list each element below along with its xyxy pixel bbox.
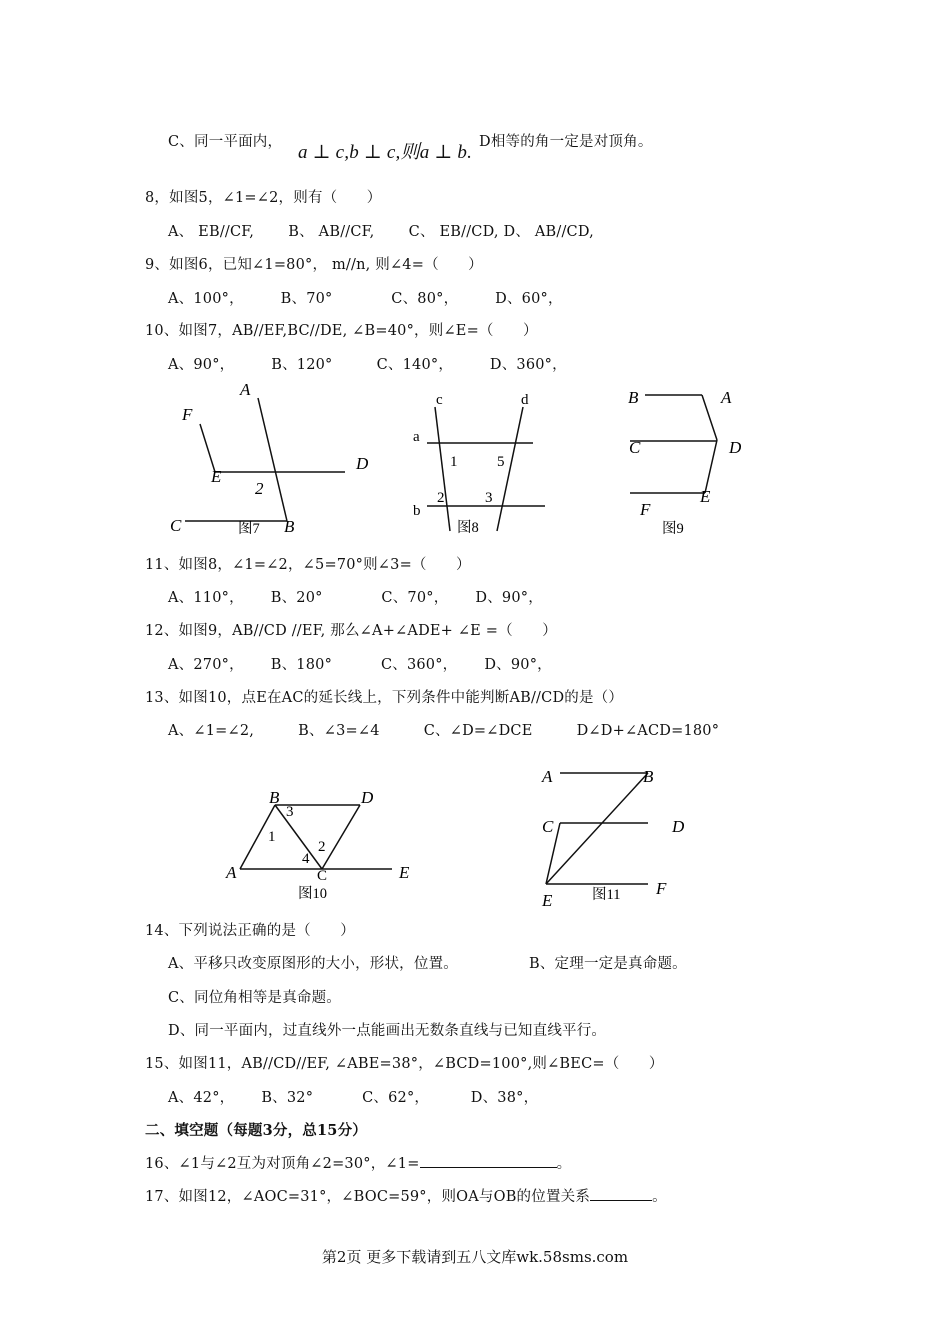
q17-text: 17、如图12，∠AOC=31°，∠BOC=59°，则OA与OB的位置关系 <box>145 1189 591 1205</box>
q14-option-c: C、同位角相等是真命题。 <box>168 990 341 1006</box>
fig10-label-a: A <box>226 863 237 882</box>
fig10-label-c: C <box>317 868 328 884</box>
q15-options: A、42°， B、32° C、62°， D、38°， <box>168 1090 539 1106</box>
q16-text: 16、∠1与∠2互为对顶角∠2=30°，∠1= <box>145 1156 420 1172</box>
q12-stem: 12、如图9，AB//CD //EF, 那么∠A+∠ADE+ ∠E =（ ） <box>145 623 557 639</box>
fig10-caption: 图10 <box>298 886 327 902</box>
q8-options: A、 EB//CF, B、 AB//CF, C、 EB//CD, D、 AB//CD, <box>168 224 594 240</box>
fig7-label-f: F <box>182 405 193 424</box>
fig9-label-e: E <box>700 487 711 506</box>
fig11-label-e: E <box>542 891 553 910</box>
fig8-label-2: 2 <box>437 490 445 506</box>
q16 <box>145 1152 571 1173</box>
fig8-label-b: b <box>413 503 421 519</box>
fig9-caption: 图9 <box>662 521 684 537</box>
fig10-line-bc <box>275 805 322 869</box>
q14-option-a: A、平移只改变原图形的大小，形状，位置。 <box>168 956 458 972</box>
fig8-line-c <box>435 407 450 531</box>
figure-9 <box>620 380 760 540</box>
q16-end: 。 <box>556 1156 572 1172</box>
fig8-caption: 图8 <box>457 520 479 536</box>
fig10-label-d: D <box>361 788 374 807</box>
fig7-label-e: E <box>211 467 222 486</box>
q7-option-c-math: a ⊥ c,b ⊥ c,则a ⊥ b. <box>298 142 473 163</box>
q9-options: A、100°， B、70° C、80°， D、60°， <box>168 291 563 307</box>
q14-option-d: D、同一平面内，过直线外一点能画出无数条直线与已知直线平行。 <box>168 1023 607 1039</box>
q8-stem: 8，如图5，∠1=∠2，则有（ ） <box>145 190 382 206</box>
figure-7 <box>160 378 390 543</box>
fig11-label-b: B <box>643 767 654 786</box>
q13-options: A、∠1=∠2, B、∠3=∠4 C、∠D=∠DCE D∠D+∠ACD=180° <box>168 723 720 739</box>
q16-answer-blank[interactable] <box>420 1153 557 1168</box>
q17 <box>145 1185 667 1206</box>
q17-end: 。 <box>652 1189 667 1205</box>
fig10-label-4: 4 <box>302 851 310 867</box>
fig7-label-c: C <box>170 516 182 535</box>
fig8-label-c: c <box>436 392 443 408</box>
fig9-label-f: F <box>640 500 651 519</box>
fig9-label-a: A <box>721 388 732 407</box>
fig7-line-ab <box>258 398 287 521</box>
fig10-label-b: B <box>269 788 280 807</box>
q10-options: A、90°， B、120° C、140°， D、360°， <box>168 357 567 373</box>
q7-option-d: D相等的角一定是对顶角。 <box>479 134 653 150</box>
q13-stem: 13、如图10，点E在AC的延长线上，下列条件中能判断AB//CD的是（） <box>145 690 624 706</box>
q12-options: A、270°， B、180° C、360°， D、90°， <box>168 657 552 673</box>
fig7-caption: 图7 <box>238 521 260 537</box>
fig7-label-a: A <box>240 380 251 399</box>
fig7-label-b: B <box>284 517 295 536</box>
q14-stem: 14、下列说法正确的是（ ） <box>145 923 355 939</box>
section-2-heading: 二、填空题（每题3分，总15分） <box>145 1122 367 1139</box>
q17-answer-blank[interactable] <box>590 1186 652 1201</box>
fig10-label-2: 2 <box>318 839 326 855</box>
figure-8 <box>405 385 555 545</box>
page-footer: 第2页 更多下载请到五八文库wk.58sms.com <box>321 1248 629 1266</box>
fig10-label-e: E <box>399 863 410 882</box>
fig7-line-fe <box>200 424 215 472</box>
q10-stem: 10、如图7，AB//EF,BC//DE, ∠B=40°，则∠E=（ ） <box>145 323 538 339</box>
fig7-label-2: 2 <box>255 479 264 498</box>
fig10-label-3: 3 <box>286 804 294 820</box>
fig8-label-d: d <box>521 392 529 408</box>
figure-11 <box>530 760 700 915</box>
q15-stem: 15、如图11，AB//CD//EF, ∠ABE=38°，∠BCD=100°,则∠BEC=（ ） <box>145 1056 664 1072</box>
fig8-label-a: a <box>413 429 420 445</box>
q11-stem: 11、如图8，∠1=∠2，∠5=70°则∠3=（ ） <box>145 557 471 573</box>
fig11-label-c: C <box>542 817 554 836</box>
q9-stem: 9、如图6，已知∠1=80°， m//n, 则∠4=（ ） <box>145 257 483 273</box>
fig10-line-dc <box>322 805 360 869</box>
fig9-line-de <box>705 440 717 493</box>
q7-option-c: C、同一平面内， <box>168 134 283 150</box>
fig11-label-a: A <box>542 767 553 786</box>
q14-option-b: B、定理一定是真命题。 <box>529 956 687 972</box>
fig9-label-c: C <box>629 438 641 457</box>
fig11-label-d: D <box>672 817 685 836</box>
fig11-line-be <box>546 773 648 884</box>
fig8-label-3: 3 <box>485 490 493 506</box>
fig8-label-1: 1 <box>450 454 458 470</box>
fig10-label-1: 1 <box>268 829 276 845</box>
fig8-label-5: 5 <box>497 454 505 470</box>
fig11-label-f: F <box>656 879 667 898</box>
fig11-caption: 图11 <box>592 887 621 903</box>
fig9-label-b: B <box>628 388 639 407</box>
fig9-label-d: D <box>729 438 742 457</box>
fig7-label-d: D <box>356 454 369 473</box>
fig9-line-ad <box>702 395 717 440</box>
figure-10 <box>220 784 420 904</box>
q11-options: A、110°， B、20° C、70°， D、90°， <box>168 590 543 606</box>
